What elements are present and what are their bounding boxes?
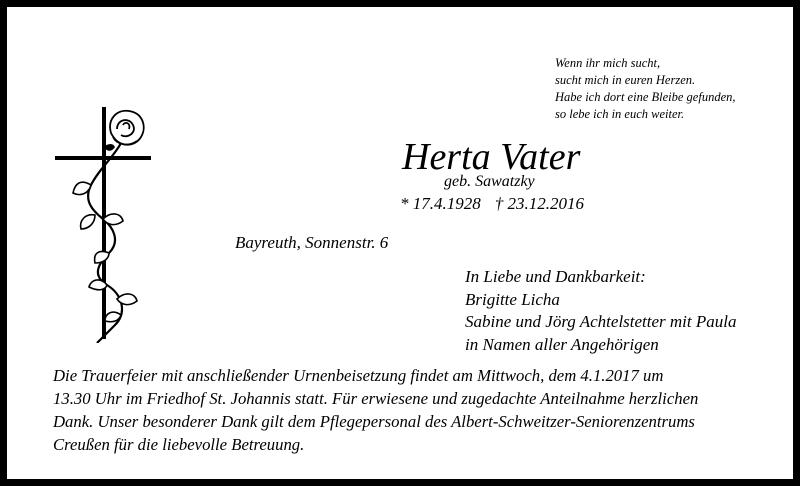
death-date: † 23.12.2016 xyxy=(494,194,584,213)
signers-line: Sabine und Jörg Achtelstetter mit Paula xyxy=(465,312,737,331)
service-line: Creußen für die liebevolle Betreuung. xyxy=(53,435,305,454)
poem-line: sucht mich in euren Herzen. xyxy=(555,73,696,87)
deceased-name: Herta Vater xyxy=(402,136,581,178)
service-line: Dank. Unser besonderer Dank gilt dem Pflegepersonal des Albert-Schweitzer-Seniorenzentrums xyxy=(53,412,695,431)
birth-date: * 17.4.1928 xyxy=(400,194,481,213)
signers-line: In Liebe und Dankbarkeit: xyxy=(465,267,646,286)
poem-line: Habe ich dort eine Bleibe gefunden, xyxy=(555,90,736,104)
service-paragraph xyxy=(53,364,761,456)
signers-line: in Namen aller Angehörigen xyxy=(465,334,659,354)
maiden-name: geb. Sawatzky xyxy=(444,173,535,190)
signers-line: Brigitte Licha xyxy=(465,289,560,309)
address: Bayreuth, Sonnenstr. 6 xyxy=(235,233,389,252)
poem xyxy=(555,55,795,123)
poem-line: Wenn ihr mich sucht, xyxy=(555,56,661,70)
cross-with-rose-icon xyxy=(51,103,161,343)
poem-line: so lebe ich in euch weiter. xyxy=(555,107,685,121)
signers-block xyxy=(465,266,737,356)
service-line: Die Trauerfeier mit anschließender Urnenbeisetzung findet am Mittwoch, dem 4.1.2017 um xyxy=(53,366,664,385)
service-line: 13.30 Uhr im Friedhof St. Johannis statt. Für erwiesene und zugedachte Anteilnahme herzlichen xyxy=(53,389,699,408)
life-dates xyxy=(400,193,584,215)
